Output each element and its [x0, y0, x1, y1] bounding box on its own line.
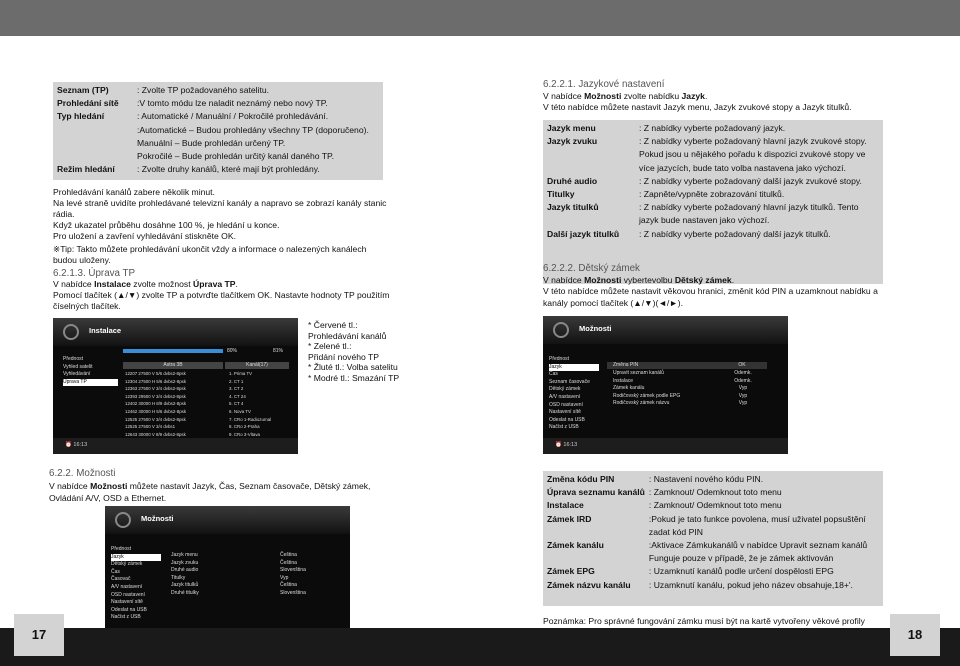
- term-cell: [55, 124, 135, 137]
- setting-header: Změna PIN: [607, 362, 717, 369]
- tv-list-item: Jazyk zvuku: [171, 559, 199, 566]
- tv-menu: [549, 356, 599, 432]
- tv-list-item: Vyp: [738, 400, 748, 407]
- lock-table-box: [543, 471, 883, 606]
- table-row: [55, 110, 381, 123]
- tv-list-item: 12363 27500 V 3/4 dvbs2-8psk: [125, 386, 186, 392]
- search-note-line: Pro uložení a zavření vyhledávání stiskněte OK.: [53, 231, 236, 241]
- tv-list-item: Seznam časovače: [549, 378, 590, 385]
- term-cell: Zámek názvu kanálu: [547, 579, 631, 590]
- search-note-line: Na levé straně uvidíte prohledávané televizní kanály a napravo se zobrazí kanály stanic rádia.: [53, 198, 387, 219]
- right-page: [480, 36, 960, 666]
- tp-edit-line1: V nabídce Instalace zvolte možnost Úprava TP.: [53, 279, 238, 289]
- table-row: [545, 188, 881, 201]
- footer-bar: [0, 628, 480, 666]
- language-heading: 6.2.2.1. Jazykové nastavení: [543, 79, 665, 90]
- tv-list-item: Vyp: [280, 574, 289, 581]
- left-page: [0, 36, 480, 666]
- tv-list-item: Rodičovský zámek podle EPG: [613, 392, 681, 399]
- table-row: [545, 473, 881, 486]
- desc-cell: : Zamknout/ Odemknout toto menu: [648, 500, 782, 511]
- tv-list-item: Přednost: [549, 356, 570, 362]
- tv-list-item: A/V nastavení: [549, 393, 581, 400]
- search-note-line: Když ukazatel průběhu dosáhne 100 %, je hledání u konce.: [53, 220, 280, 230]
- desc-cell: : Uzamknutí kanálu, pokud jeho název obsahuje,18+'.: [648, 579, 853, 590]
- tv-list-item: Odemk.: [734, 370, 752, 376]
- color-keys: [308, 320, 428, 384]
- desc-cell: :Aktivace Zámkukanálů v nabídce Upravit seznam kanálů Funguje pouze v případě, že je zámek aktivován: [648, 540, 868, 564]
- table-row: [545, 122, 881, 135]
- term-cell: Typ hledání: [57, 111, 105, 122]
- tv-list-item: Vyp: [738, 392, 748, 399]
- tv-list-item: Nastavení sítě: [549, 409, 581, 416]
- desc-cell: :V tomto módu lze naladit neznámý nebo nový TP.: [137, 98, 328, 109]
- progress-bar: [123, 349, 223, 353]
- desc-cell: : Z nabídky vyberte požadovaný další jazyk titulků.: [639, 228, 831, 239]
- tv-list-item: 12402 30000 H 8/9 dvbs2-8psk: [125, 401, 187, 407]
- desc-cell: : Z nabídky vyberte požadovaný další jazyk zvukové stopy.: [639, 175, 862, 186]
- tv-list-item: Nastavení sítě: [111, 599, 143, 606]
- desc-cell: :Pokud je tato funkce povolena, musí uživatel popsuštění zadat kód PIN: [648, 513, 866, 537]
- desc-cell: : Zamknout/ Odemknout toto menu: [648, 487, 782, 498]
- tv-list-item: OSD nastavení: [549, 401, 583, 408]
- tv-menu: [63, 356, 118, 386]
- tv-list-item: Načíst z USB: [549, 424, 579, 431]
- table-row: [545, 228, 881, 241]
- tv-menu: [111, 546, 161, 622]
- progress-label: 80%: [227, 348, 238, 354]
- term-cell: Seznam (TP): [57, 85, 109, 95]
- channel-header: Kanál(17): [225, 362, 289, 369]
- tp-edit-line2: Pomocí tlačítek (▲/▼) zvolte TP a potvrďte tlačítkem OK. Nastavte hodnoty TP použitím číselných tlačítek.: [53, 290, 390, 311]
- tv-list-item: 12207 27500 V 5/6 dvbs2-8psk: [125, 371, 186, 376]
- table-row: [545, 499, 881, 512]
- color-key-line: * Modré tl.: Smazání TP: [308, 372, 400, 383]
- tv-list-item: 2. CT 1: [229, 378, 244, 384]
- tv-list-item: Jazyk menu: [171, 552, 198, 558]
- progress-label: 81%: [273, 348, 284, 354]
- desc-cell: : Uzamknutí kanálů podle určení dospělosti EPG: [648, 566, 834, 577]
- tv-list-item: Odemk.: [734, 377, 752, 384]
- child-lock-section: [543, 263, 888, 309]
- tv-list-item: Druhé audio: [171, 567, 199, 574]
- desc-cell: :Automatické – Budou prohledány všechny TP (doporučeno).: [137, 124, 369, 135]
- tip-icon: ※: [53, 244, 61, 254]
- tv-list-item: 12643 30000 V 8/9 dvbs2-8psk: [125, 431, 186, 437]
- language-section: [543, 79, 923, 114]
- language-table-box: [543, 120, 883, 284]
- tv-list-item: Odeslat na USB: [111, 606, 147, 613]
- table-row: [545, 565, 881, 578]
- tv-list-item: Slovenština: [280, 567, 306, 574]
- table-row: [545, 135, 881, 175]
- tv-list-item: Titulky: [171, 574, 186, 581]
- term-cell: Úprava seznamu kanálů: [547, 487, 645, 498]
- tv-list-item: Čeština: [280, 582, 297, 589]
- top-banner: [0, 0, 960, 36]
- tv-menu-item: Přednost: [63, 356, 84, 362]
- tv-list-item: Slovenština: [280, 589, 306, 596]
- setting-values: [723, 370, 763, 408]
- tv-list-item: Instalace: [613, 377, 634, 384]
- tv-list-item: 9. CRo 3-Vltava: [229, 431, 260, 437]
- color-key-line: Prohledávání kanálů: [308, 330, 387, 341]
- setup-table-box: [53, 82, 383, 180]
- channel-list: [229, 370, 271, 446]
- tv-list-item: Zámek kanálu: [613, 385, 645, 392]
- tv-list-item: Čeština: [280, 559, 297, 566]
- color-key-line: Přidání nového TP: [308, 351, 380, 362]
- desc-cell: : Z nabídky vyberte požadovaný hlavní jazyk zvukové stopy. Pokud jsou u nějakého pořadu k dispozici zvukové stopy ve více jazycích, bude tato volba nastavena jako výchozí.: [639, 136, 867, 173]
- desc-cell: : Automatické / Manuální / Pokročilé prohledávání.: [137, 111, 329, 122]
- table-row: [545, 579, 881, 592]
- tv-list-item: 4. CT 24: [229, 393, 246, 399]
- desc-cell: : Z nabídky vyberte požadovaný jazyk.: [639, 123, 786, 133]
- tv-list-item: 12525 27500 V 3/4 dvbs2-8psk: [125, 416, 186, 422]
- tp-edit-section: [53, 268, 393, 312]
- table-row: [545, 175, 881, 188]
- language-line2: V této nabídce můžete nastavit Jazyk menu, Jazyk zvukové stopy a Jazyk titulků.: [543, 102, 852, 112]
- tv-list-item: Upravit seznam kanálů: [613, 370, 664, 376]
- search-note-line: Prohledávání kanálů zabere několik minut.: [53, 187, 215, 197]
- tv-title: Možnosti: [141, 514, 174, 523]
- tv-list-item: Čeština: [280, 552, 297, 558]
- term-cell: Zámek IRD: [547, 513, 592, 524]
- tv-title: Možnosti: [579, 324, 612, 333]
- term-cell: Režim hledání: [57, 164, 115, 175]
- term-cell: Změna kódu PIN: [547, 474, 615, 484]
- tv-list-item: Čas: [549, 371, 558, 378]
- tv-list-item: 12393 29500 V 3/4 dvbs2-8psk: [125, 393, 186, 399]
- setting-values: [280, 552, 306, 598]
- tv-list-item: Druhé titulky: [171, 589, 199, 596]
- tv-list-item: Čas: [111, 568, 120, 575]
- tv-list-item: 12462 30000 H 5/6 dvbs2-8psk: [125, 408, 187, 414]
- options-heading: 6.2.2. Možnosti: [49, 468, 116, 479]
- options-text: V nabídce Možnosti můžete nastavit Jazyk, Čas, Seznam časovače, Dětský zámek, Ovládání A/V, OSD a Ethernet.: [49, 481, 371, 503]
- page-number: 17: [14, 614, 64, 656]
- term-cell: Zámek EPG: [547, 566, 595, 577]
- logo-icon: [63, 324, 79, 340]
- setting-names: [613, 370, 680, 408]
- child-lock-heading: 6.2.2.2. Dětský zámek: [543, 263, 640, 274]
- tp-list: [125, 370, 186, 446]
- desc-cell: : Nastavení nového kódu PIN.: [648, 474, 764, 484]
- term-cell: Instalace: [547, 500, 584, 511]
- tv-list-item: Dětský zámek: [549, 386, 581, 393]
- tv-list-item: 1. Prima TV: [229, 371, 253, 376]
- tv-list-item: Odeslat na USB: [549, 416, 585, 423]
- logo-icon: [553, 322, 569, 338]
- term-cell: Titulky: [547, 189, 575, 200]
- tv-list-item: A/V nastavení: [111, 583, 143, 590]
- table-row: [545, 539, 881, 565]
- color-key-line: * Zelené tl.:: [308, 341, 352, 352]
- table-row: [545, 201, 881, 227]
- color-key-line: * Žluté tl.: Volba satelitu: [308, 362, 398, 373]
- footer-bar: [480, 628, 960, 666]
- page-number: 18: [890, 614, 940, 656]
- tv-list-item: Vyp: [738, 385, 748, 392]
- tv-list-item: 12304 27500 H 5/6 dvbs2-8psk: [125, 378, 187, 384]
- lock-note: Poznámka: Pro správné fungování zámku musí být na kartě vytvořeny věkové profily: [543, 616, 865, 626]
- language-table: [545, 122, 881, 241]
- term-cell: Jazyk menu: [547, 123, 596, 133]
- tv-list-item: 6. Nova TV: [229, 408, 251, 414]
- tip-text: ※Tip: Takto můžete prohledávání ukončit vždy a informace o nalezených kanálech budou uloženy.: [53, 244, 367, 265]
- term-cell: Druhé audio: [547, 175, 598, 186]
- term-cell: [55, 137, 135, 150]
- tv-list-item: Časovač: [111, 576, 131, 583]
- clock: ⏰ 16:13: [65, 442, 88, 448]
- desc-cell: : Z nabídky vyberte požadovaný hlavní jazyk titulků. Tento jazyk bude nastaven jako výchozí.: [639, 202, 859, 226]
- table-row: [55, 84, 381, 97]
- setting-header: OK: [717, 362, 767, 369]
- child-lock-line2: V této nabídce můžete nastavit věkovou hranici, změnit kód PIN a uzamknout nabídku a kanály pomocí tlačítek (▲/▼)(◄/►).: [543, 286, 878, 308]
- desc-cell: Manuální – Bude prohledán určený TP.: [137, 137, 286, 148]
- table-row: [545, 486, 881, 499]
- tv-list-item: OSD nastavení: [111, 591, 145, 598]
- tv-list-item: Přednost: [111, 546, 132, 552]
- table-row: [545, 513, 881, 539]
- language-line1: V nabídce Možnosti zvolte nabídku Jazyk.: [543, 90, 708, 101]
- logo-icon: [115, 512, 131, 528]
- tv-screenshot-options-language: [105, 506, 350, 646]
- search-note: [53, 187, 393, 242]
- table-row: [55, 150, 381, 163]
- table-row: [55, 97, 381, 110]
- tv-menu-item: Úprava TP: [63, 379, 118, 387]
- desc-cell: : Zvolte TP požadovaného satelitu.: [137, 85, 270, 95]
- lock-table: [545, 473, 881, 592]
- term-cell: Prohledání sítě: [57, 98, 119, 109]
- tv-list-item: Dětský zámek: [111, 561, 143, 568]
- term-cell: Zámek kanálu: [547, 540, 604, 551]
- setup-table: [55, 84, 381, 176]
- table-row: [55, 124, 381, 137]
- setting-names: [171, 552, 199, 598]
- child-lock-line1: V nabídce Možnosti vybertevolbu Dětský zámek.: [543, 274, 735, 285]
- desc-cell: Pokročilé – Bude prohledán určitý kanál daného TP.: [137, 151, 334, 162]
- tv-title: Instalace: [89, 326, 122, 335]
- color-key-line: * Červené tl.:: [308, 320, 358, 330]
- desc-cell: : Zvolte druhy kanálů, které mají být prohledány.: [137, 164, 320, 175]
- tv-menu-item: Vyhledávání: [63, 371, 91, 378]
- tv-list-item: 3. CT 2: [229, 386, 244, 392]
- tv-list-item: Jazyk: [549, 364, 599, 372]
- options-section: [49, 468, 379, 504]
- tv-list-item: 8. CRo 2-Praha: [229, 424, 260, 430]
- tv-list-item: Rodičovský zámek názvu: [613, 400, 670, 407]
- table-row: [55, 137, 381, 150]
- clock: ⏰ 16:13: [555, 442, 578, 448]
- tv-menu-item: Vyhled satelit: [63, 363, 93, 370]
- tv-list-item: 7. CRo 1-Radiozurnal: [229, 416, 272, 422]
- table-row: [55, 163, 381, 176]
- desc-cell: : Zapněte/vypněte zobrazování titulků.: [639, 189, 785, 200]
- tv-list-item: 5. CT 4: [229, 401, 244, 407]
- term-cell: Jazyk titulků: [547, 202, 599, 213]
- tp-edit-heading: 6.2.1.3. Úprava TP: [53, 268, 136, 279]
- term-cell: Jazyk zvuku: [547, 136, 598, 147]
- tv-list-item: 12525 27500 V 3/4 dvbs1: [125, 424, 176, 430]
- tv-screenshot-options-lock: [543, 316, 788, 454]
- term-cell: Další jazyk titulků: [547, 228, 620, 239]
- sat-header: Astra 3B: [123, 362, 223, 369]
- tv-list-item: Jazyk titulků: [171, 582, 199, 589]
- tv-list-item: Jazyk: [111, 554, 161, 562]
- term-cell: [55, 150, 135, 163]
- tv-list-item: Načíst z USB: [111, 614, 141, 621]
- tv-screenshot-instalace: [53, 318, 298, 454]
